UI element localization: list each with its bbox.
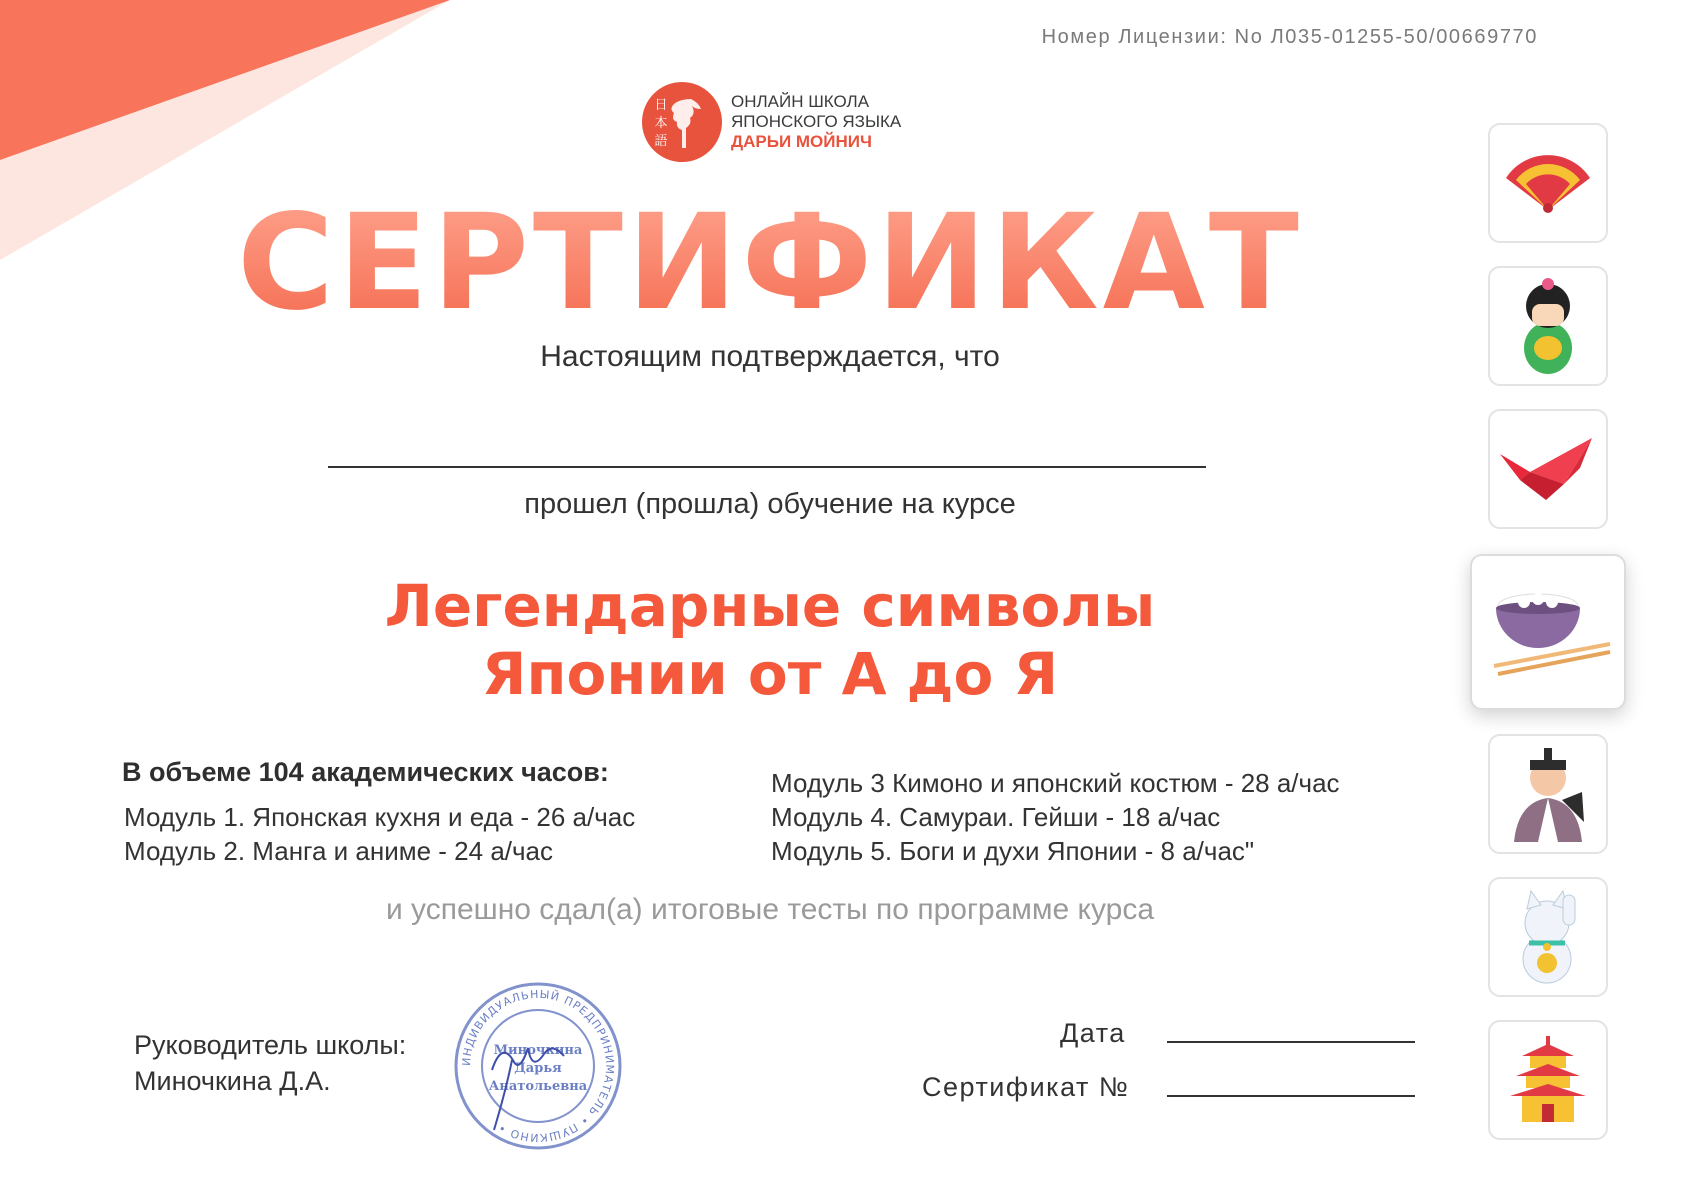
logo-line-2: ЯПОНСКОГО ЯЗЫКА bbox=[731, 112, 902, 131]
module-4: Модуль 4. Самураи. Гейши - 18 а/час bbox=[771, 802, 1221, 832]
tile-samurai[interactable] bbox=[1488, 734, 1608, 854]
school-logo bbox=[641, 77, 941, 167]
completion-text: прошел (прошла) обучение на курсе bbox=[524, 488, 1016, 520]
date-line bbox=[1167, 1041, 1415, 1043]
tile-rice-bowl[interactable] bbox=[1470, 554, 1626, 710]
svg-text:Анатольевна: Анатольевна bbox=[488, 1079, 588, 1094]
kokeshi-doll-icon bbox=[1518, 276, 1578, 376]
svg-text:本: 本 bbox=[654, 116, 668, 131]
maneki-neko-icon bbox=[1513, 887, 1583, 987]
logo-emblem-icon bbox=[641, 81, 723, 163]
module-2: Модуль 2. Манга и аниме - 24 а/час bbox=[124, 836, 554, 866]
tile-kokeshi[interactable] bbox=[1488, 266, 1608, 386]
module-5: Модуль 5. Боги и духи Японии - 8 а/час" bbox=[771, 836, 1255, 866]
logo-line-3: ДАРЬИ МОЙНИЧ bbox=[731, 132, 872, 151]
course-title-line-2: Японии от А до Я bbox=[481, 640, 1059, 708]
certificate-number-line bbox=[1167, 1095, 1415, 1097]
license-number: Номер Лицензии: No Л035-01255-50/00669770 bbox=[1041, 26, 1538, 48]
course-title bbox=[0, 572, 1540, 708]
pagoda-icon bbox=[1508, 1034, 1588, 1126]
tile-fan[interactable] bbox=[1488, 123, 1608, 243]
confirmation-text: Настоящим подтверждается, что bbox=[540, 340, 1000, 373]
svg-text:Дарья: Дарья bbox=[514, 1061, 562, 1076]
course-title-line-1: Легендарные символы bbox=[384, 572, 1156, 640]
tile-origami[interactable] bbox=[1488, 409, 1608, 529]
fan-icon bbox=[1502, 148, 1594, 218]
final-tests-text: и успешно сдал(а) итоговые тесты по программе курса bbox=[385, 893, 1155, 926]
logo-line-1: ОНЛАЙН ШКОЛА bbox=[731, 92, 870, 111]
svg-text:日: 日 bbox=[654, 98, 668, 113]
tile-maneki-neko[interactable] bbox=[1488, 877, 1608, 997]
module-3: Модуль 3 Кимоно и японский костюм - 28 а/час bbox=[771, 768, 1340, 798]
rice-bowl-icon bbox=[1484, 586, 1612, 678]
date-label: Дата bbox=[1060, 1018, 1126, 1048]
hours-heading: В объеме 104 академических часов: bbox=[122, 757, 609, 787]
certificate-number-label: Сертификат № bbox=[922, 1072, 1130, 1102]
samurai-icon bbox=[1508, 744, 1588, 844]
recipient-name-line bbox=[328, 466, 1206, 468]
svg-text:Миночкина: Миночкина bbox=[493, 1043, 583, 1058]
director-name: Миночкина Д.А. bbox=[134, 1066, 331, 1096]
certificate-title: СЕРТИФИКАТ bbox=[0, 188, 1540, 338]
svg-text:語: 語 bbox=[654, 134, 668, 149]
svg-text:ИНДИВИДУАЛЬНЫЙ ПРЕДПРИНИМАТЕЛЬ: ИНДИВИДУАЛЬНЫЙ ПРЕДПРИНИМАТЕЛЬ • ПУШКИНО • bbox=[459, 987, 617, 1145]
official-stamp bbox=[452, 980, 624, 1152]
director-label: Руководитель школы: bbox=[134, 1030, 407, 1060]
origami-crane-icon bbox=[1500, 434, 1596, 504]
tile-pagoda[interactable] bbox=[1488, 1020, 1608, 1140]
module-1: Модуль 1. Японская кухня и еда - 26 а/час bbox=[124, 802, 636, 832]
